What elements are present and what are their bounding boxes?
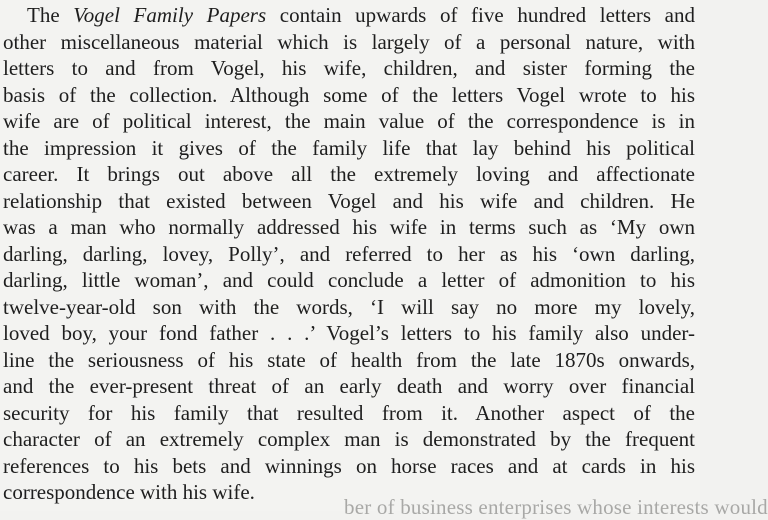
paragraph-line: darling, darling, lovey, Polly’, and referred to her as his ‘own darling, [3, 241, 695, 266]
paragraph-line: letters to and from Vogel, his wife, children, and sister forming the [3, 56, 695, 80]
paragraph-line: basis of the collection. Although some of the letters Vogel wrote to his [3, 82, 695, 107]
paragraph-line: darling, little woman’, and could conclude a letter of admonition to his [3, 268, 695, 292]
paragraph-last-line: correspondence with his wife. [3, 480, 255, 504]
paragraph-line: the impression it gives of the family life that lay behind his political [3, 135, 695, 160]
paragraph-line: career. It brings out above all the extremely loving and affectionate [3, 162, 695, 186]
paragraph-line: relationship that existed between Vogel and his wife and children. He [3, 188, 695, 213]
paragraph-line: was a man who normally addressed his wife in terms such as ‘My own [3, 215, 695, 239]
paragraph-line: character of an extremely complex man is demonstrated by the frequent [3, 427, 695, 451]
italic-title: Vogel Family Papers [73, 3, 267, 27]
paragraph-line [3, 2, 695, 29]
paragraph-line: wife are of political interest, the main value of the correspondence is in [3, 109, 695, 133]
paragraph-line: and the ever-present threat of an early death and worry over financial [3, 374, 695, 398]
line-text: The [27, 3, 74, 27]
paragraph-line: security for his family that resulted from it. Another aspect of the [3, 400, 695, 425]
paragraph-line: references to his bets and winnings on horse races and at cards in his [3, 453, 695, 478]
body-paragraph [3, 2, 695, 506]
paragraph-line: twelve-year-old son with the words, ‘I will say no more my lovely, [3, 294, 695, 319]
paragraph-line: line the seriousness of his state of health from the late 1870s onwards, [3, 347, 695, 372]
bleed-through-text: ber of business enterprises whose interests would [344, 495, 768, 519]
line-text: contain upwards of five hundred letters and [266, 3, 695, 27]
paragraph-line: other miscellaneous material which is largely of a personal nature, with [3, 29, 695, 54]
paragraph-line: loved boy, your fond father . . .’ Vogel’s letters to his family also under- [3, 321, 695, 345]
